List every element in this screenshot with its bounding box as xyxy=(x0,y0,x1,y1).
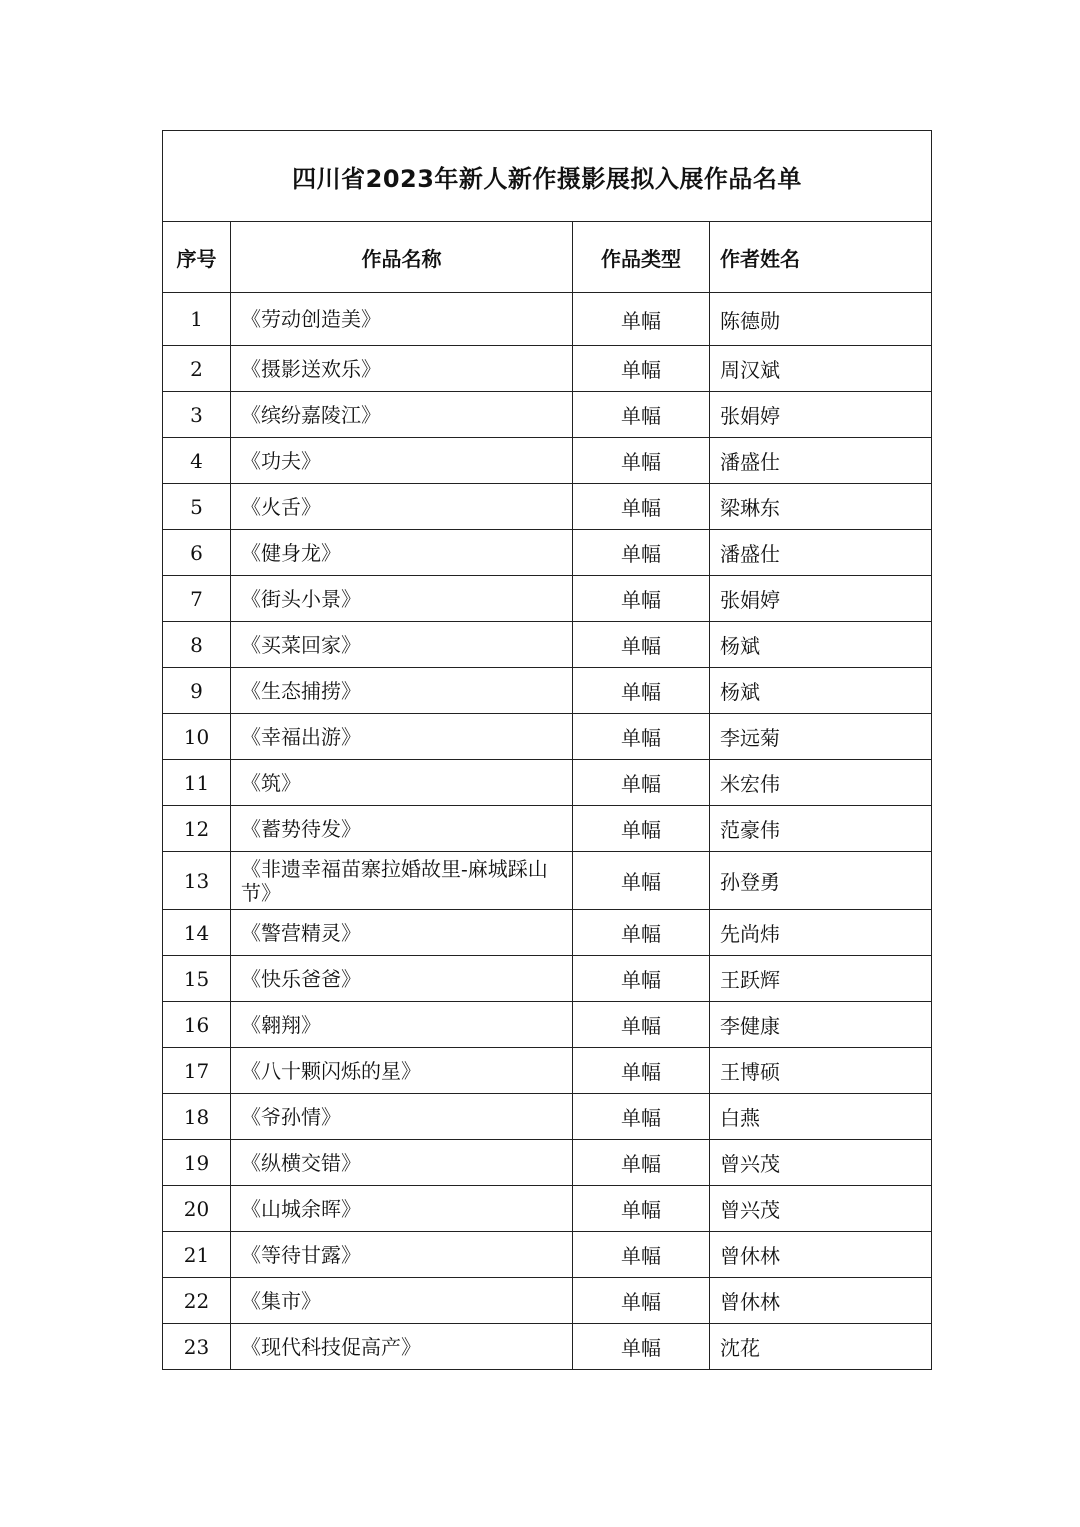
cell-author: 张娟婷 xyxy=(710,392,932,438)
cell-work-name: 《集市》 xyxy=(231,1278,573,1324)
cell-author: 孙登勇 xyxy=(710,852,932,910)
cell-work-type: 单幅 xyxy=(573,576,710,622)
cell-no: 21 xyxy=(163,1232,231,1278)
table-row xyxy=(163,293,932,346)
table-row xyxy=(163,1140,932,1186)
cell-no: 22 xyxy=(163,1278,231,1324)
cell-work-name: 《翱翔》 xyxy=(231,1002,573,1048)
cell-author: 梁琳东 xyxy=(710,484,932,530)
cell-no: 1 xyxy=(163,293,231,346)
cell-no: 5 xyxy=(163,484,231,530)
table-row xyxy=(163,1094,932,1140)
cell-work-name: 《筑》 xyxy=(231,760,573,806)
cell-work-type: 单幅 xyxy=(573,852,710,910)
table-row xyxy=(163,576,932,622)
cell-work-name: 《现代科技促高产》 xyxy=(231,1324,573,1370)
cell-work-type: 单幅 xyxy=(573,1278,710,1324)
table-row xyxy=(163,668,932,714)
cell-author: 沈花 xyxy=(710,1324,932,1370)
column-header-author: 作者姓名 xyxy=(710,222,932,293)
cell-work-name: 《火舌》 xyxy=(231,484,573,530)
table-row xyxy=(163,852,932,910)
cell-no: 17 xyxy=(163,1048,231,1094)
cell-no: 16 xyxy=(163,1002,231,1048)
cell-author: 潘盛仕 xyxy=(710,438,932,484)
cell-work-name: 《买菜回家》 xyxy=(231,622,573,668)
cell-author: 杨斌 xyxy=(710,622,932,668)
table-row xyxy=(163,484,932,530)
cell-work-type: 单幅 xyxy=(573,806,710,852)
cell-no: 20 xyxy=(163,1186,231,1232)
table-row xyxy=(163,438,932,484)
cell-work-type: 单幅 xyxy=(573,714,710,760)
cell-work-name: 《摄影送欢乐》 xyxy=(231,346,573,392)
cell-no: 7 xyxy=(163,576,231,622)
cell-no: 18 xyxy=(163,1094,231,1140)
cell-author: 杨斌 xyxy=(710,668,932,714)
cell-author: 曾兴茂 xyxy=(710,1186,932,1232)
cell-work-type: 单幅 xyxy=(573,484,710,530)
cell-work-type: 单幅 xyxy=(573,1094,710,1140)
cell-work-name: 《纵横交错》 xyxy=(231,1140,573,1186)
cell-work-name: 《蓄势待发》 xyxy=(231,806,573,852)
cell-work-type: 单幅 xyxy=(573,760,710,806)
cell-work-type: 单幅 xyxy=(573,530,710,576)
cell-author: 先尚炜 xyxy=(710,910,932,956)
cell-no: 9 xyxy=(163,668,231,714)
cell-author: 曾兴茂 xyxy=(710,1140,932,1186)
table-row xyxy=(163,1278,932,1324)
cell-author: 米宏伟 xyxy=(710,760,932,806)
table-row xyxy=(163,1002,932,1048)
cell-author: 张娟婷 xyxy=(710,576,932,622)
cell-work-type: 单幅 xyxy=(573,1140,710,1186)
table-row xyxy=(163,1186,932,1232)
cell-work-name: 《爷孙情》 xyxy=(231,1094,573,1140)
cell-work-name: 《八十颗闪烁的星》 xyxy=(231,1048,573,1094)
cell-work-name: 《非遗幸福苗寨拉婚故里-麻城踩山节》 xyxy=(231,852,573,910)
table-row xyxy=(163,714,932,760)
cell-author: 陈德勋 xyxy=(710,293,932,346)
document-title: 四川省2023年新人新作摄影展拟入展作品名单 xyxy=(163,131,932,222)
cell-no: 14 xyxy=(163,910,231,956)
cell-no: 12 xyxy=(163,806,231,852)
cell-work-name: 《快乐爸爸》 xyxy=(231,956,573,1002)
cell-no: 3 xyxy=(163,392,231,438)
cell-work-type: 单幅 xyxy=(573,392,710,438)
table-row xyxy=(163,1048,932,1094)
cell-author: 周汉斌 xyxy=(710,346,932,392)
title-row xyxy=(163,131,932,222)
table-row xyxy=(163,1232,932,1278)
cell-author: 范豪伟 xyxy=(710,806,932,852)
cell-work-name: 《街头小景》 xyxy=(231,576,573,622)
cell-work-type: 单幅 xyxy=(573,293,710,346)
header-row xyxy=(163,222,932,293)
cell-no: 11 xyxy=(163,760,231,806)
cell-work-type: 单幅 xyxy=(573,438,710,484)
cell-work-type: 单幅 xyxy=(573,1048,710,1094)
column-header-type: 作品类型 xyxy=(573,222,710,293)
table-row xyxy=(163,760,932,806)
entry-list-table xyxy=(162,130,932,1370)
cell-work-type: 单幅 xyxy=(573,956,710,1002)
cell-work-type: 单幅 xyxy=(573,910,710,956)
column-header-name: 作品名称 xyxy=(231,222,573,293)
cell-work-name: 《健身龙》 xyxy=(231,530,573,576)
cell-no: 6 xyxy=(163,530,231,576)
cell-no: 19 xyxy=(163,1140,231,1186)
cell-work-name: 《等待甘露》 xyxy=(231,1232,573,1278)
document-sheet xyxy=(162,130,931,1370)
cell-author: 李远菊 xyxy=(710,714,932,760)
cell-author: 白燕 xyxy=(710,1094,932,1140)
cell-work-type: 单幅 xyxy=(573,1232,710,1278)
table-row xyxy=(163,910,932,956)
table-row xyxy=(163,392,932,438)
table-row xyxy=(163,346,932,392)
cell-no: 15 xyxy=(163,956,231,1002)
cell-no: 4 xyxy=(163,438,231,484)
cell-author: 曾休林 xyxy=(710,1278,932,1324)
cell-work-name: 《生态捕捞》 xyxy=(231,668,573,714)
cell-author: 李健康 xyxy=(710,1002,932,1048)
cell-no: 10 xyxy=(163,714,231,760)
cell-work-name: 《缤纷嘉陵江》 xyxy=(231,392,573,438)
column-header-no: 序号 xyxy=(163,222,231,293)
table-body xyxy=(163,293,932,1370)
cell-work-name: 《劳动创造美》 xyxy=(231,293,573,346)
cell-no: 2 xyxy=(163,346,231,392)
cell-work-type: 单幅 xyxy=(573,668,710,714)
table-row xyxy=(163,530,932,576)
cell-work-name: 《山城余晖》 xyxy=(231,1186,573,1232)
cell-no: 8 xyxy=(163,622,231,668)
cell-work-name: 《幸福出游》 xyxy=(231,714,573,760)
cell-author: 潘盛仕 xyxy=(710,530,932,576)
table-row xyxy=(163,806,932,852)
cell-work-type: 单幅 xyxy=(573,346,710,392)
cell-work-name: 《警营精灵》 xyxy=(231,910,573,956)
cell-work-type: 单幅 xyxy=(573,1324,710,1370)
cell-author: 曾休林 xyxy=(710,1232,932,1278)
cell-work-type: 单幅 xyxy=(573,1186,710,1232)
cell-no: 13 xyxy=(163,852,231,910)
table-row xyxy=(163,956,932,1002)
cell-author: 王跃辉 xyxy=(710,956,932,1002)
cell-author: 王博硕 xyxy=(710,1048,932,1094)
cell-no: 23 xyxy=(163,1324,231,1370)
cell-work-type: 单幅 xyxy=(573,1002,710,1048)
cell-work-name: 《功夫》 xyxy=(231,438,573,484)
table-row xyxy=(163,1324,932,1370)
table-row xyxy=(163,622,932,668)
cell-work-type: 单幅 xyxy=(573,622,710,668)
